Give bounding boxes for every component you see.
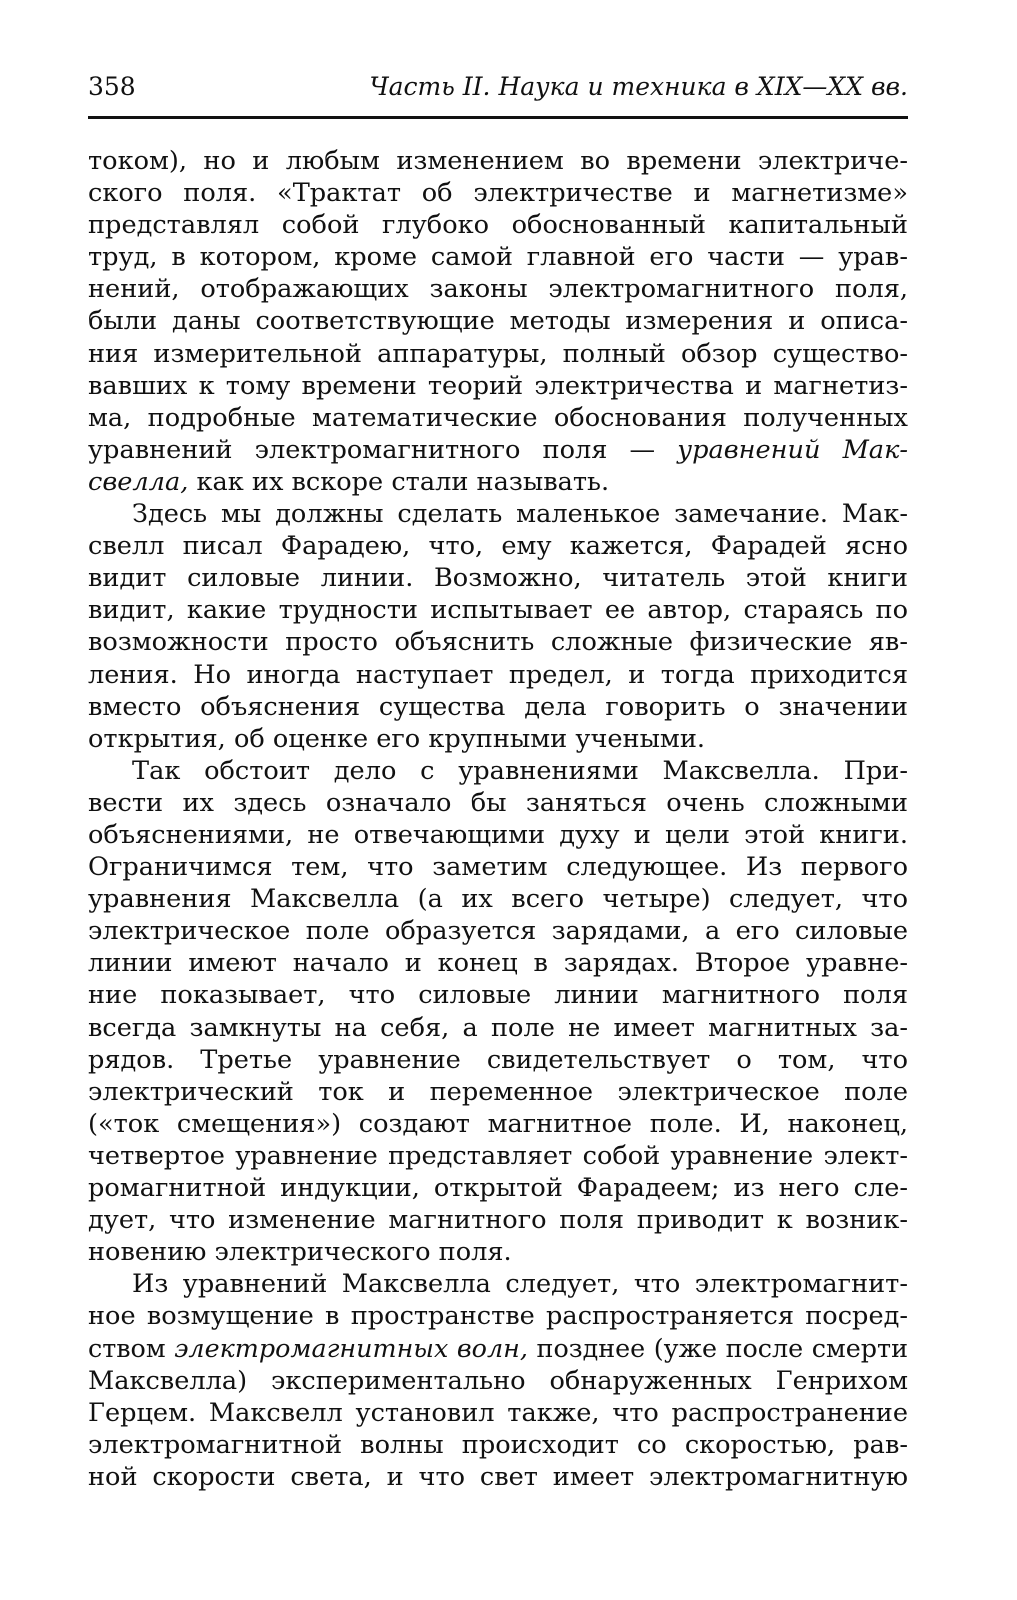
text-run: ского поля. «Трактат об электричестве и магнетизме»	[88, 178, 908, 209]
text-line	[88, 402, 908, 434]
text-line	[88, 434, 908, 466]
text-line	[88, 562, 908, 594]
text-run: свелл писал Фарадею, что, ему кажется, Фарадей ясно	[88, 531, 908, 562]
text-line	[88, 1236, 908, 1268]
text-run: ма, подробные математические обоснования полученных	[88, 402, 908, 433]
text-run: вавших к тому времени теорий электричества и магнетиз-	[88, 370, 908, 401]
text-line	[88, 1140, 908, 1172]
text-line	[88, 594, 908, 626]
text-line	[88, 1204, 908, 1236]
text-run: видит силовые линии. Возможно, читатель этой книги	[88, 563, 908, 594]
text-run: ной скорости света, и что свет имеет электромагнитную	[88, 1461, 908, 1492]
text-line	[88, 851, 908, 883]
text-run: электрическое поле образуется зарядами, а его силовые	[88, 916, 908, 947]
text-line	[88, 1012, 908, 1044]
text-run: видит, какие трудности испытывает ее автор, стараясь по	[88, 595, 908, 626]
text-line	[88, 883, 908, 915]
text-run: позднее (уже после смерти	[527, 1333, 908, 1364]
paragraph-4	[88, 1268, 908, 1493]
text-run: электрический ток и переменное электрическое поле	[88, 1076, 908, 1107]
text-line	[88, 1044, 908, 1076]
text-line	[88, 498, 908, 530]
text-line	[88, 915, 908, 947]
text-run: («ток смещения») создают магнитное поле. И, наконец,	[88, 1108, 908, 1139]
text-line	[88, 1429, 908, 1461]
text-line	[88, 338, 908, 370]
text-line	[88, 209, 908, 241]
text-line	[88, 1332, 908, 1364]
text-run: ством	[88, 1333, 175, 1364]
text-line	[88, 626, 908, 658]
text-run: возможности просто объяснить сложные физические яв-	[88, 627, 908, 658]
paragraph-2	[88, 498, 908, 755]
italic-term: свелла,	[88, 466, 189, 497]
text-run: новению электрического поля.	[88, 1237, 512, 1268]
text-line	[88, 659, 908, 691]
text-line	[88, 530, 908, 562]
running-head: Часть II. Наука и техника в XIX—XX вв.	[369, 72, 908, 101]
text-line	[88, 723, 908, 755]
text-run: вместо объяснения существа дела говорить о значении	[88, 691, 908, 722]
text-run: четвертое уравнение представляет собой уравнение элект-	[88, 1140, 908, 1171]
text-line	[88, 1365, 908, 1397]
text-run: Из уравнений Максвелла следует, что электромагнит-	[132, 1269, 908, 1300]
text-line	[88, 370, 908, 402]
text-run: вести их здесь означало бы заняться очень сложными	[88, 787, 908, 818]
page-number: 358	[88, 72, 136, 101]
text-line	[88, 979, 908, 1011]
text-run: труд, в котором, кроме самой главной его части — урав-	[88, 242, 908, 273]
text-run: всегда замкнуты на себя, а поле не имеет магнитных за-	[88, 1012, 908, 1043]
text-line	[88, 241, 908, 273]
text-line	[88, 305, 908, 337]
text-run: представлял собой глубоко обоснованный капитальный	[88, 210, 908, 241]
text-line	[88, 1268, 908, 1300]
page-body	[88, 145, 908, 1493]
text-run: уравнений электромагнитного поля —	[88, 434, 678, 465]
text-run: ния измерительной аппаратуры, полный обзор существо-	[88, 338, 908, 369]
text-run: Герцем. Максвелл установил также, что распространение	[88, 1397, 908, 1428]
text-line	[88, 466, 908, 498]
text-run: ромагнитной индукции, открытой Фарадеем; из него сле-	[88, 1173, 908, 1203]
text-line	[88, 273, 908, 305]
text-run: электромагнитной волны происходит со скоростью, рав-	[88, 1429, 908, 1460]
text-run: уравнения Максвелла (а их всего четыре) следует, что	[88, 884, 908, 915]
text-line	[88, 947, 908, 979]
text-line	[88, 1397, 908, 1429]
text-run: нений, отображающих законы электромагнитного поля,	[88, 274, 908, 305]
text-run: Здесь мы должны сделать маленькое замечание. Мак-	[132, 499, 908, 530]
text-line	[88, 1108, 908, 1140]
text-line	[88, 177, 908, 209]
paragraph-1	[88, 145, 908, 498]
text-run: рядов. Третье уравнение свидетельствует о том, что	[88, 1044, 908, 1075]
text-run: ние показывает, что силовые линии магнитного поля	[88, 980, 908, 1011]
text-run: линии имеют начало и конец в зарядах. Второе уравне-	[88, 948, 908, 979]
text-run: объяснениями, не отвечающими духу и цели этой книги.	[88, 819, 908, 850]
text-line	[88, 787, 908, 819]
text-line	[88, 1300, 908, 1332]
text-run: дует, что изменение магнитного поля приводит к возник-	[88, 1205, 908, 1236]
text-line	[88, 1076, 908, 1108]
text-run: были даны соответствующие методы измерения и описа-	[88, 306, 908, 337]
paragraph-3	[88, 755, 908, 1269]
text-run: Максвелла) экспериментально обнаруженных Генрихом	[88, 1365, 908, 1396]
text-run: ное возмущение в пространстве распространяется посред-	[88, 1301, 908, 1332]
page-header	[88, 72, 908, 112]
header-rule	[88, 116, 908, 119]
text-line	[88, 755, 908, 787]
text-line	[88, 145, 908, 177]
text-run: током), но и любым изменением во времени электриче-	[88, 146, 908, 176]
italic-term: электромагнитных волн,	[174, 1333, 528, 1364]
text-run: Ограничимся тем, что заметим следующее. Из первого	[88, 852, 908, 883]
text-run: Так обстоит дело с уравнениями Максвелла. При-	[132, 755, 908, 786]
text-run: открытия, об оценке его крупными учеными.	[88, 723, 706, 754]
text-line	[88, 1172, 908, 1204]
text-line	[88, 1461, 908, 1493]
text-run: как их вскоре стали называть.	[188, 466, 610, 497]
text-line	[88, 691, 908, 723]
italic-term: уравнений Мак-	[677, 434, 908, 465]
text-line	[88, 819, 908, 851]
text-run: ления. Но иногда наступает предел, и тогда приходится	[88, 659, 908, 690]
